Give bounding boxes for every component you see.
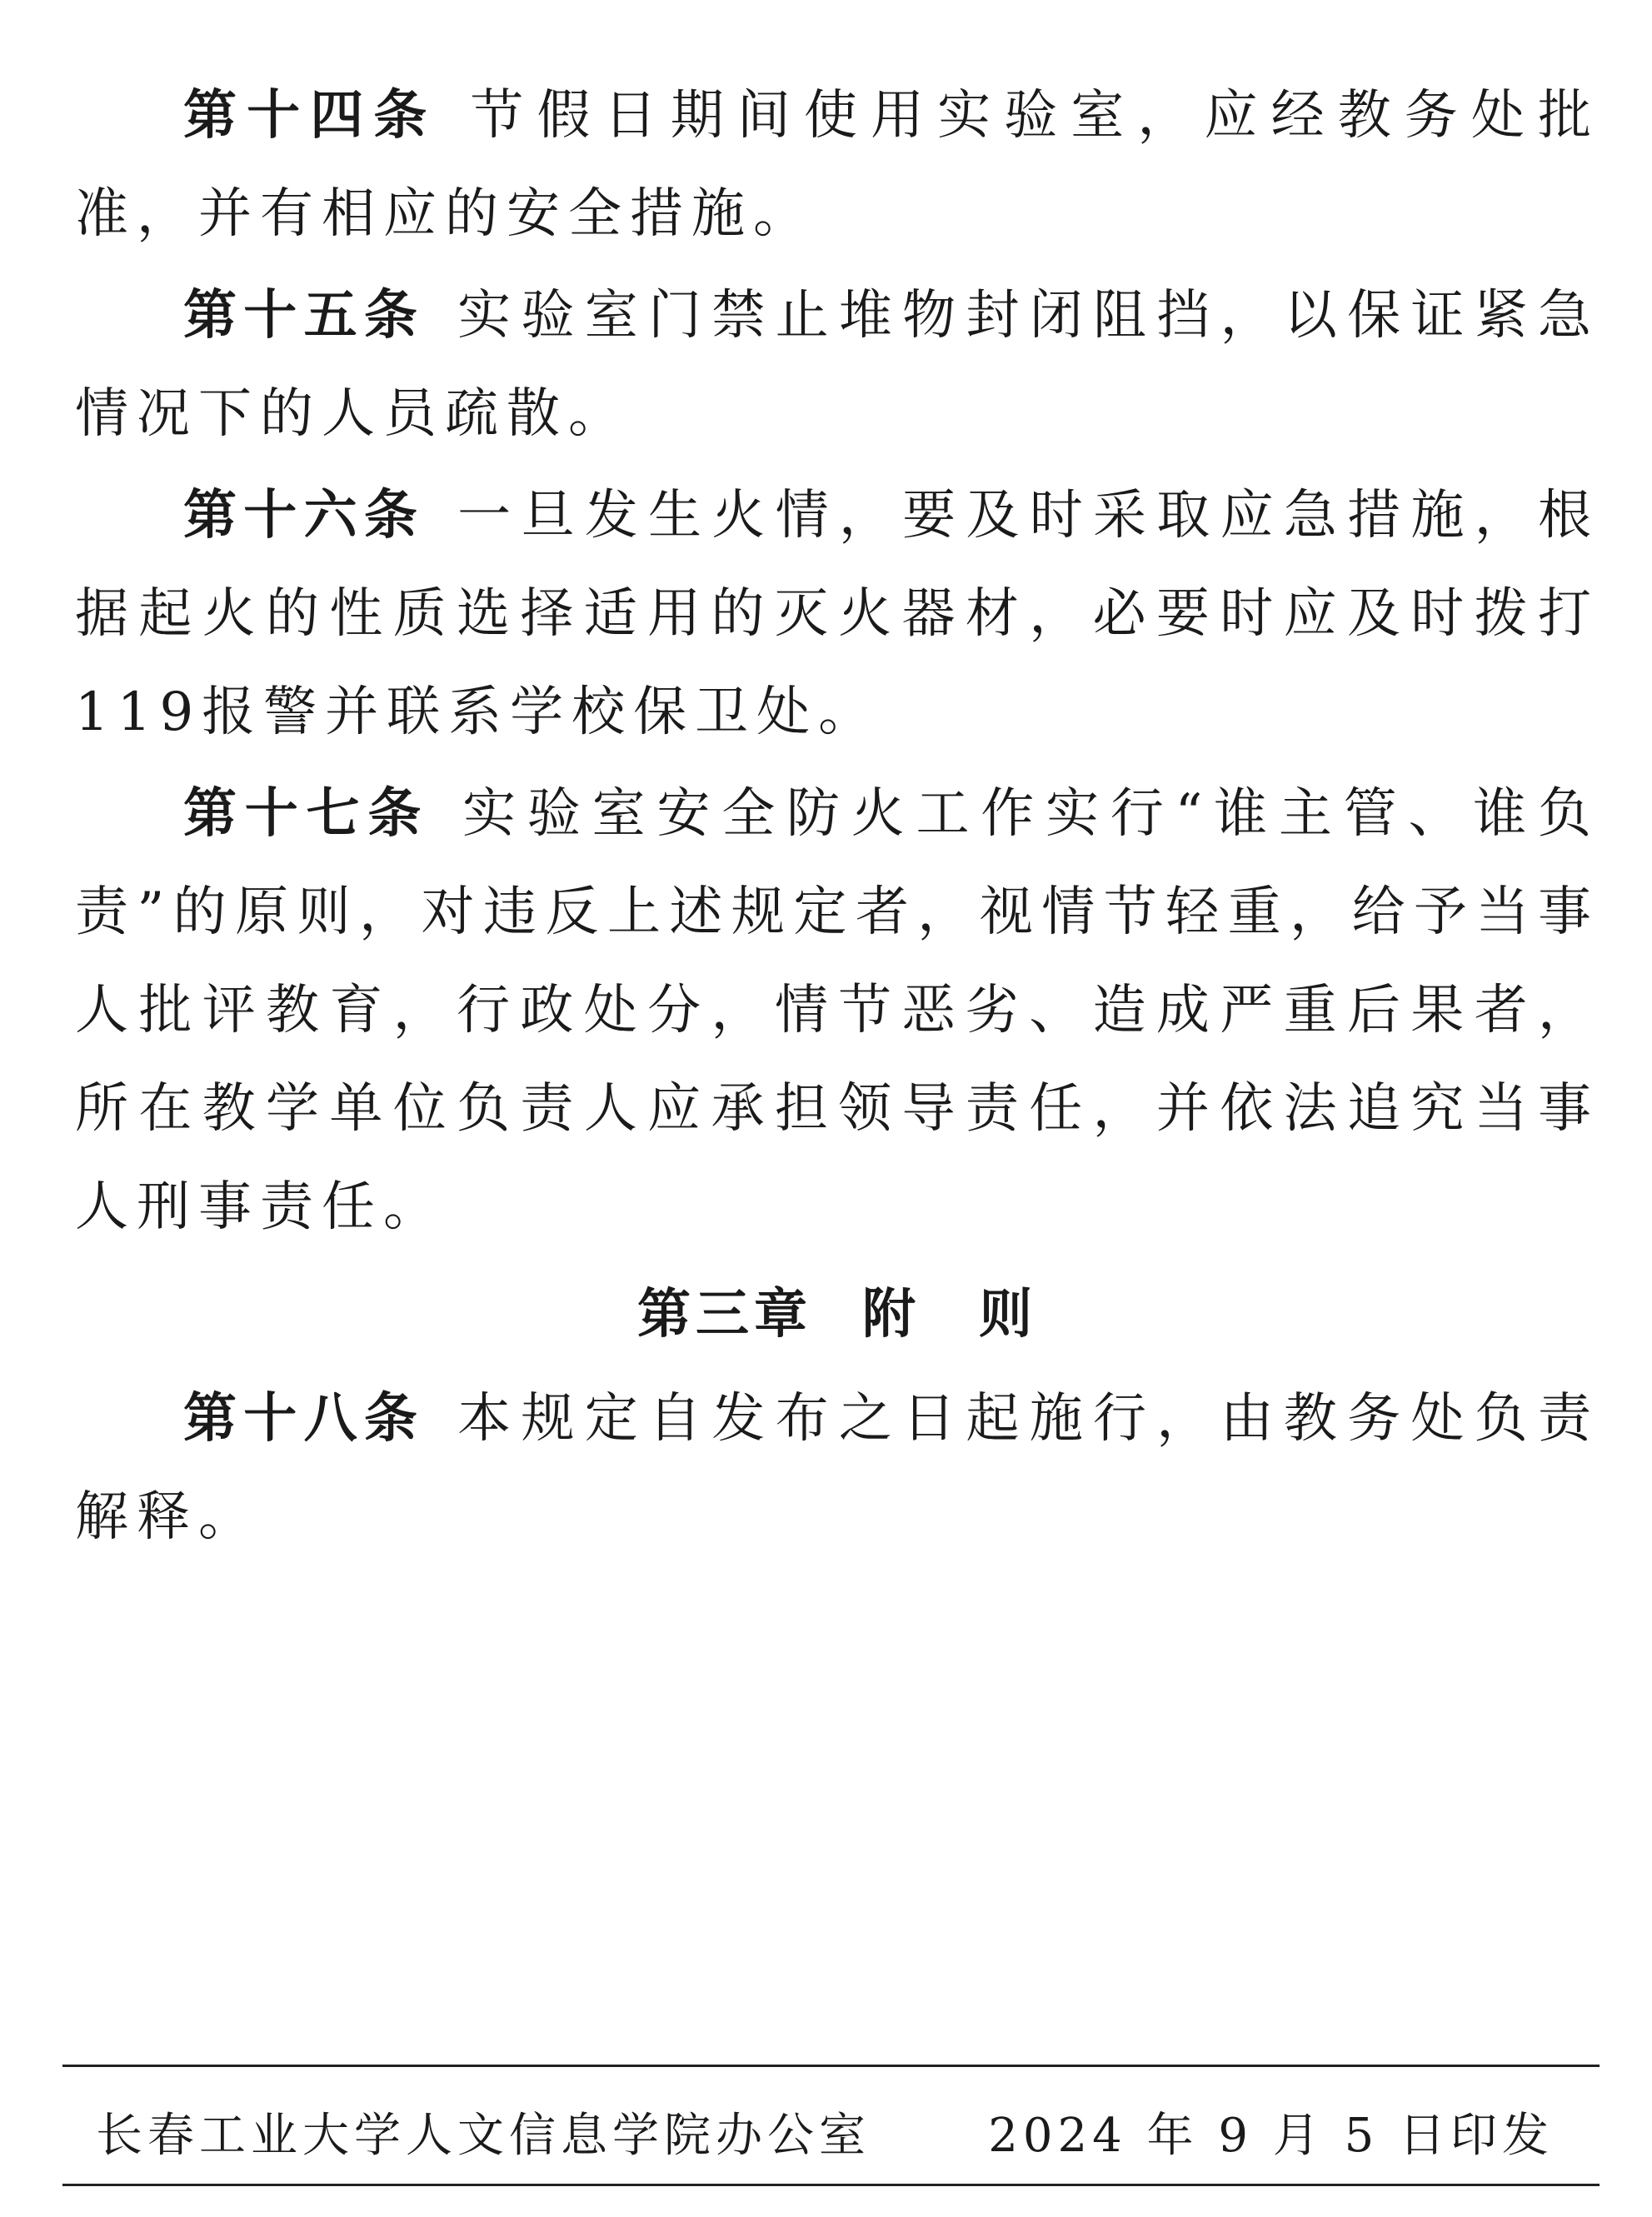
- article-text: 实验室门禁止堆物封闭阻挡，以保证紧急情况下的人员疏散。: [75, 285, 1600, 445]
- article-14: [75, 67, 1600, 263]
- document-body: [75, 67, 1600, 1570]
- article-label: 第十五条: [183, 285, 425, 347]
- issuing-office: 长春工业大学人文信息学院办公室: [96, 2109, 871, 2163]
- article-16: [75, 467, 1600, 761]
- article-label: 第十七条: [183, 783, 430, 845]
- chapter-title: 附 则: [862, 1284, 1037, 1346]
- article-text: 本规定自发布之日起施行，由教务处负责解释。: [75, 1388, 1600, 1548]
- chapter-number: 第三章: [637, 1284, 812, 1346]
- article-text: 实验室安全防火工作实行“谁主管、谁负责”的原则，对违反上述规定者，视情节轻重，给予当事人批评教育，行政处分，情节恶劣、造成严重后果者，所在教学单位负责人应承担领导责任，并依法追究当事人刑事责任。: [75, 783, 1600, 1238]
- article-label: 第十六条: [183, 485, 425, 547]
- article-17: [75, 765, 1600, 1256]
- chapter-heading: [75, 1265, 1600, 1365]
- article-18: [75, 1370, 1600, 1566]
- article-text: 节假日期间使用实验室，应经教务处批准，并有相应的安全措施。: [75, 85, 1600, 245]
- issuance-footer: [62, 2065, 1600, 2186]
- article-label: 第十八条: [183, 1388, 425, 1450]
- article-15: [75, 267, 1600, 463]
- article-text: 一旦发生火情，要及时采取应急措施，根据起火的性质选择适用的灭火器材，必要时应及时拨打119报警并联系学校保卫处。: [75, 485, 1600, 743]
- article-label: 第十四条: [183, 85, 437, 147]
- issue-date: 2024 年 9 月 5 日印发: [988, 2109, 1554, 2163]
